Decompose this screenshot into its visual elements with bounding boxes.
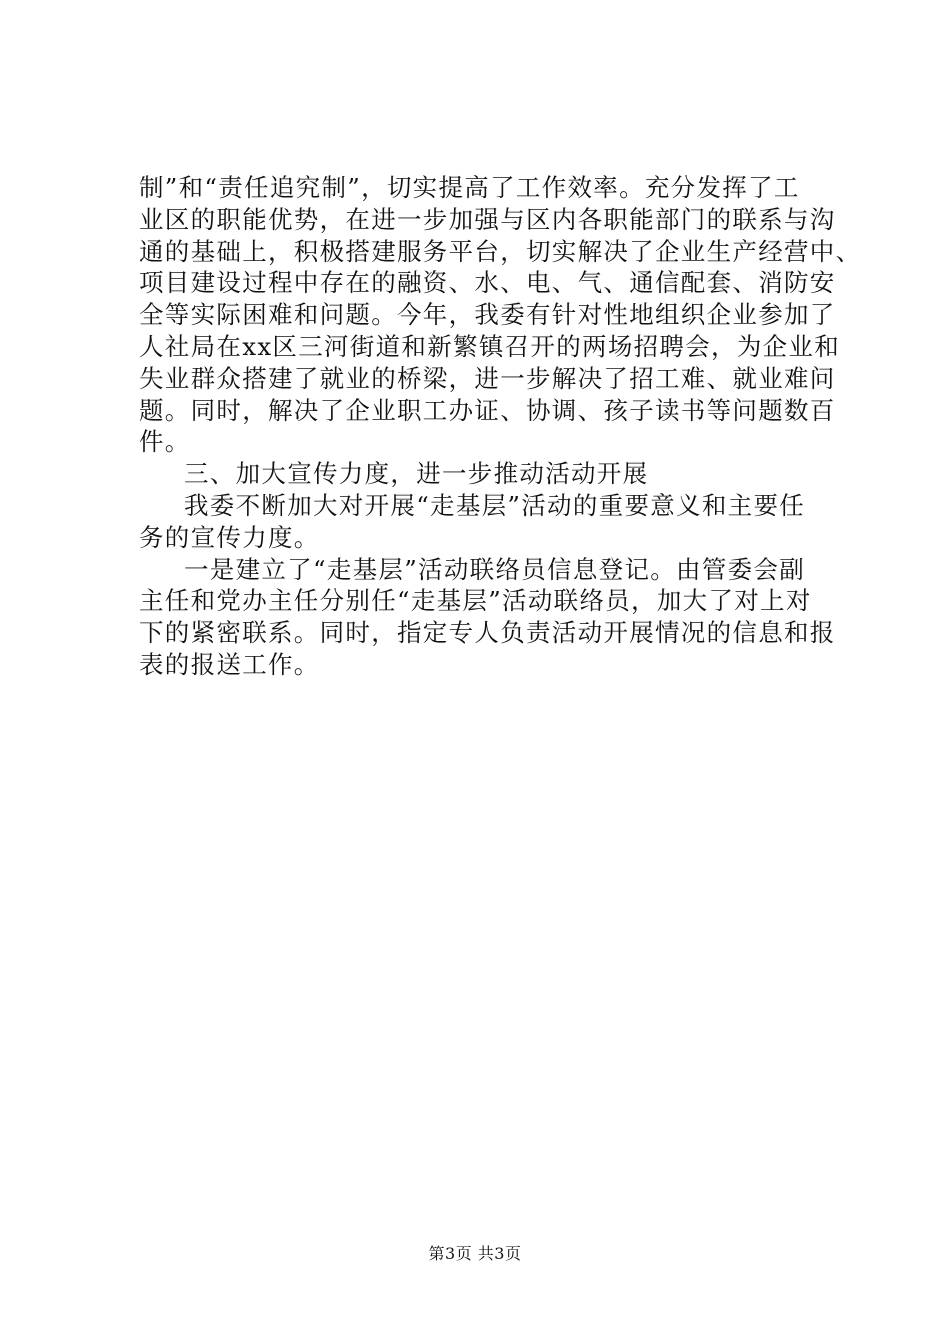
text-line: 项目建设过程中存在的融资、水、电、气、通信配套、消防安	[139, 268, 836, 298]
text-line: 一是建立了“走基层”活动联络员信息登记。由管委会副	[184, 554, 806, 584]
page-number: 第3页 共3页	[428, 1244, 522, 1263]
text-line: 制”和“责任追究制”，切实提高了工作效率。充分发挥了工	[139, 173, 800, 202]
page-footer	[0, 1244, 950, 1264]
section-heading: 三、加大宣传力度，进一步推动活动开展	[184, 459, 649, 489]
text-line: 务的宣传力度。	[139, 522, 320, 552]
text-line: 题。同时，解决了企业职工办证、协调、孩子读书等问题数百	[139, 395, 836, 425]
text-line: 我委不断加大对开展“走基层”活动的重要意义和主要任	[184, 490, 806, 520]
text-line: 全等实际困难和问题。今年，我委有针对性地组织企业参加了	[139, 300, 836, 330]
text-line: 业区的职能优势，在进一步加强与区内各职能部门的联系与沟	[139, 204, 836, 234]
text-line: 人社局在xx区三河街道和新繁镇召开的两场招聘会，为企业和	[139, 331, 841, 361]
text-line: 主任和党办主任分别任“走基层”活动联络员，加大了对上对	[139, 586, 812, 616]
paragraph-continuation	[139, 172, 862, 458]
text-line: 件。	[139, 427, 191, 457]
paragraph-registration	[139, 554, 836, 681]
text-line: 失业群众搭建了就业的桥梁，进一步解决了招工难、就业难问	[139, 363, 836, 393]
text-line: 下的紧密联系。同时，指定专人负责活动开展情况的信息和报	[139, 618, 836, 648]
text-line: 通的基础上，积极搭建服务平台，切实解决了企业生产经营中、	[139, 236, 862, 266]
paragraph-publicity	[139, 490, 829, 554]
text-line: 表的报送工作。	[139, 649, 320, 679]
document-body	[139, 172, 862, 681]
